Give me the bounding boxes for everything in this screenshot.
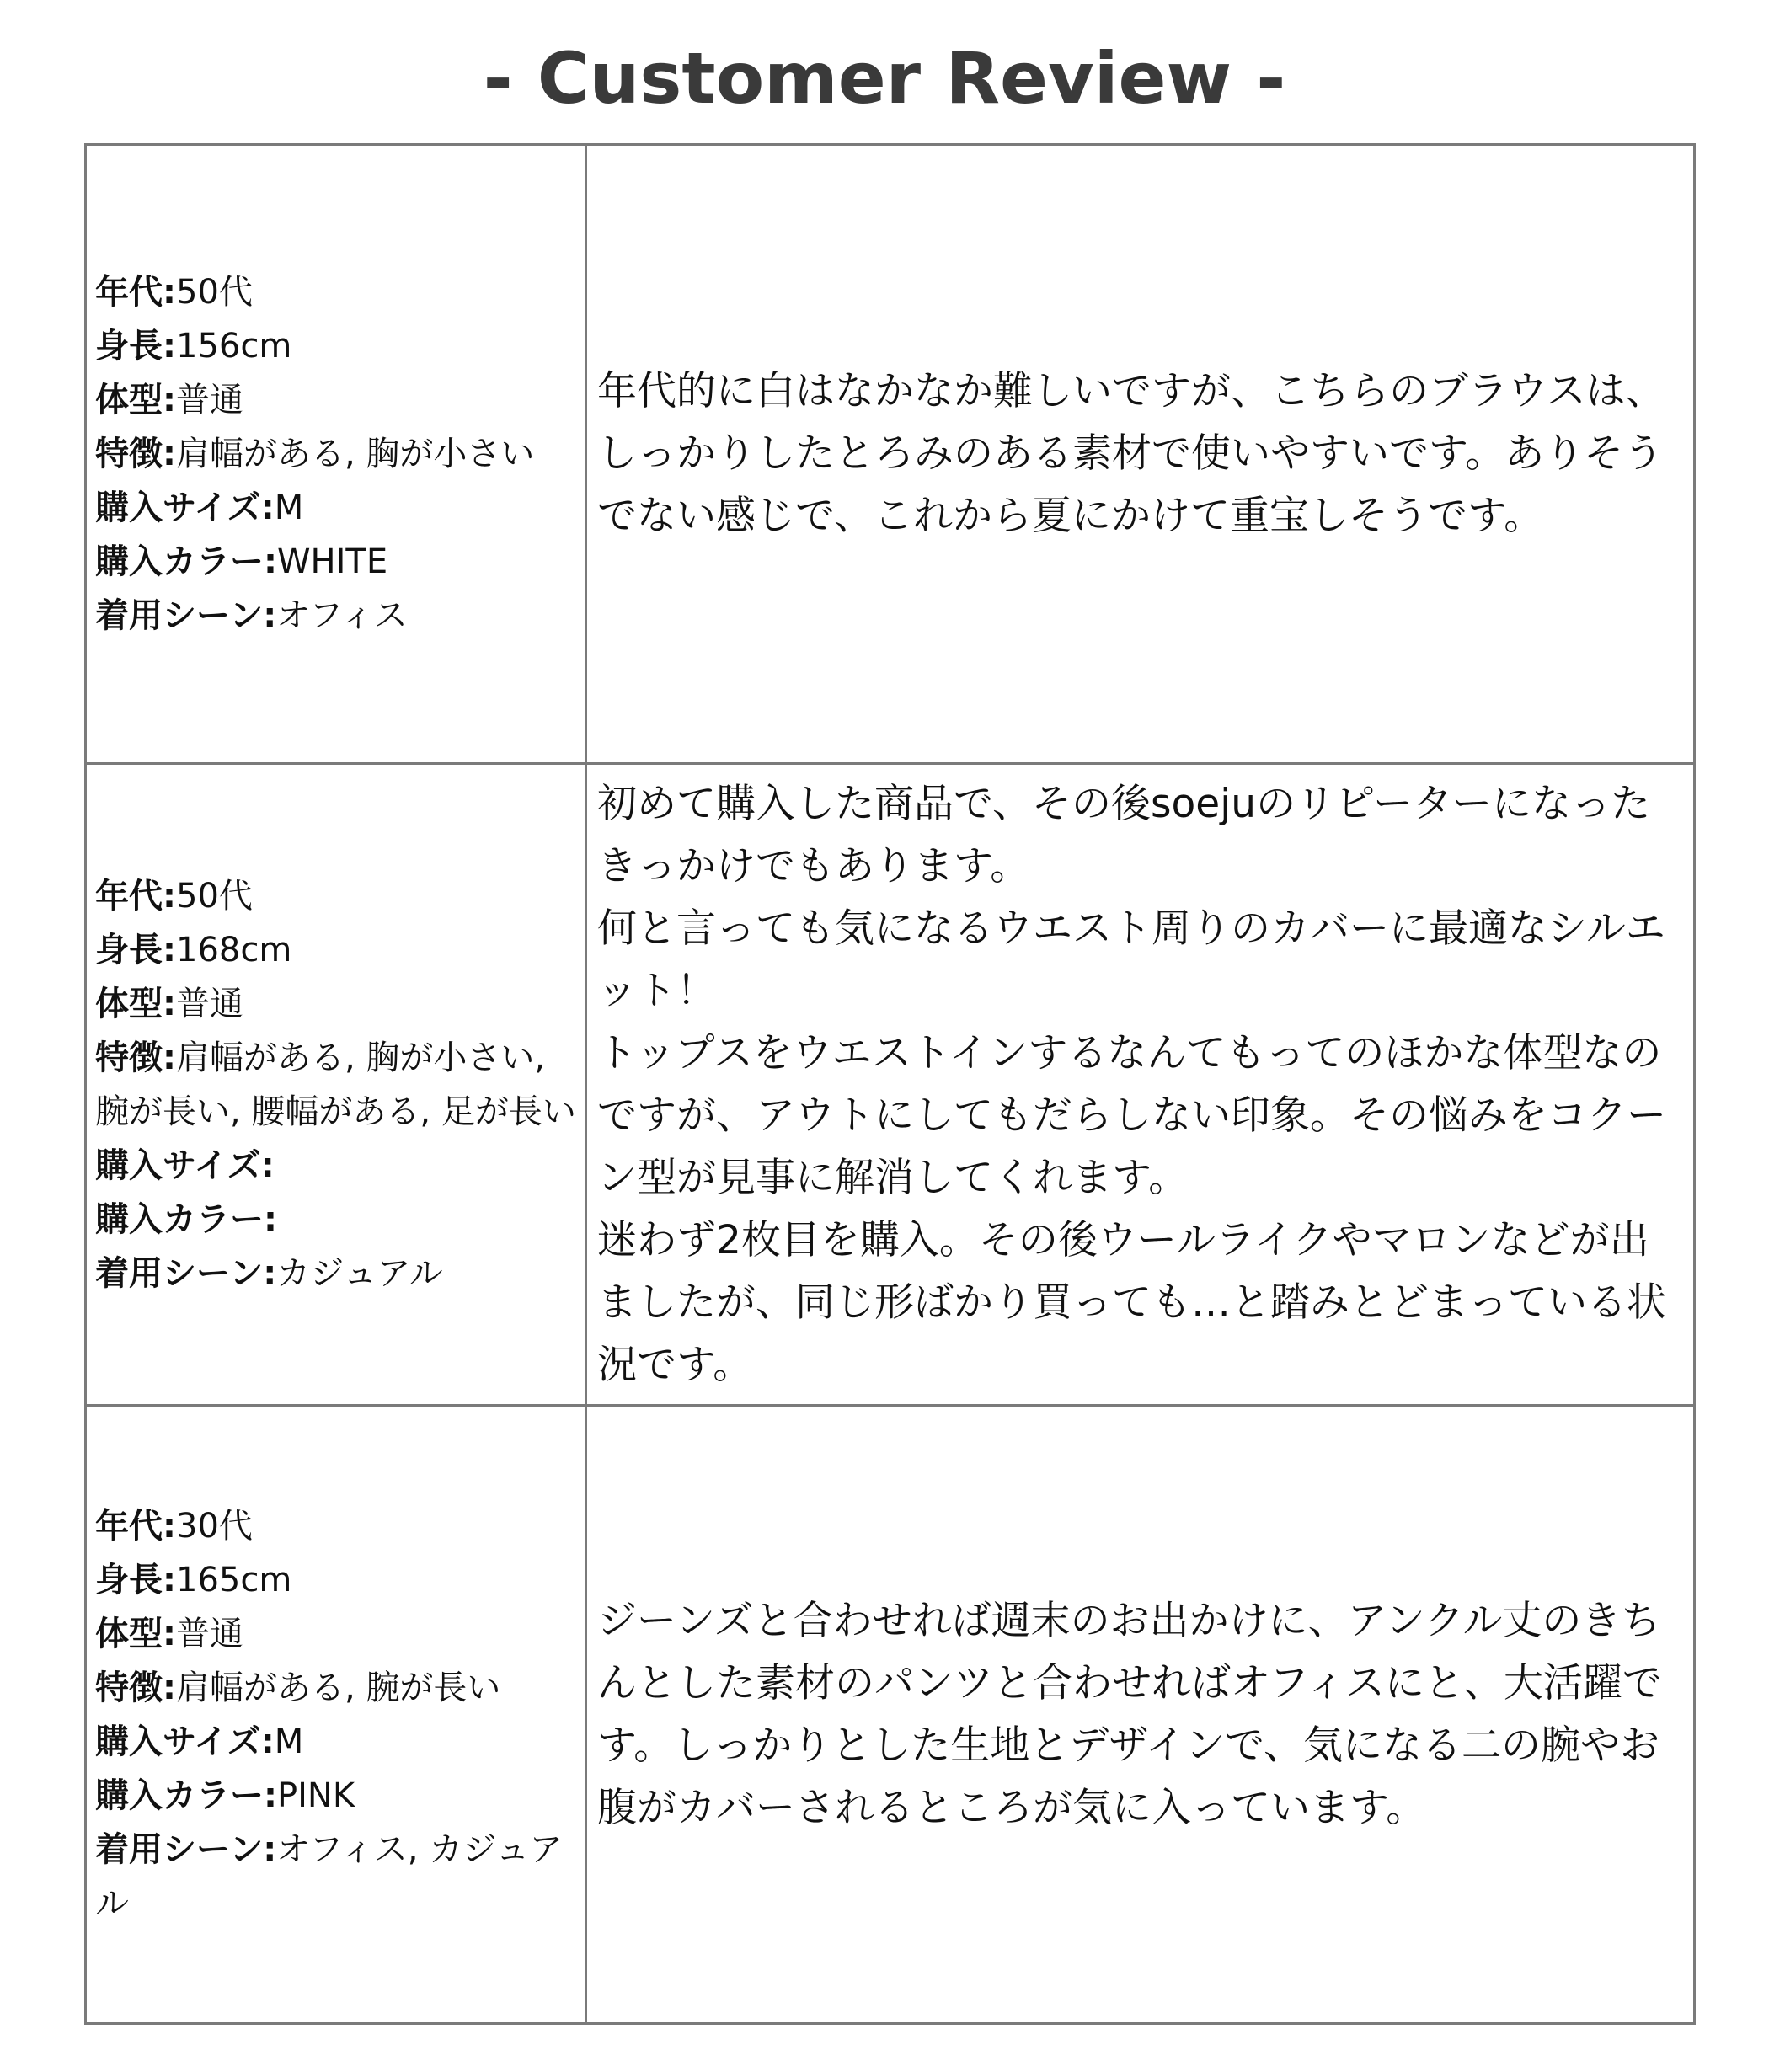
scene-label: 着用シーン:	[95, 1829, 277, 1869]
size-label: 購入サイズ:	[95, 489, 275, 527]
page-title: - Customer Review -	[483, 37, 1286, 120]
scene-attribute	[95, 1247, 576, 1300]
body-type-value: 普通	[176, 984, 243, 1023]
scene-label: 着用シーン:	[95, 596, 277, 635]
body-type-attribute	[95, 977, 576, 1031]
reviewer-profile	[86, 1406, 586, 2024]
review-table	[84, 143, 1696, 2025]
review-comment: 初めて購入した商品で、その後soejuのリピーターになったきっかけでもあります。 何と言っても気になるウエスト周りのカバーに最適なシルエット！ トップスをウエストインするなんてもってのほかな体型なのですが、アウトにしてもだらしない印象。その悩みをコクーン型が見事に解消してくれます。 迷わず2枚目を購入。その後ウールライクやマロンなどが出ましたが、同じ形ばかり買っても…と踏みとどまっている状況です。	[597, 780, 1666, 1388]
size-value: M	[274, 489, 304, 527]
size-attribute	[95, 481, 576, 535]
age-value: 50代	[176, 273, 253, 312]
features-label: 特徴:	[95, 1038, 176, 1077]
height-label: 身長:	[95, 930, 176, 969]
features-value: 肩幅がある, 胸が小さい, 腕が長い, 腰幅がある, 足が長い	[95, 1038, 576, 1131]
scene-attribute	[95, 1823, 576, 1930]
features-label: 特徴:	[95, 1668, 176, 1707]
color-value: WHITE	[277, 542, 388, 581]
scene-value: オフィス, カジュアル	[95, 1829, 564, 1923]
age-label: 年代:	[95, 876, 176, 916]
review-comment-cell	[586, 145, 1695, 764]
review-row	[86, 145, 1695, 764]
scene-value: カジュアル	[276, 1253, 443, 1293]
body-type-value: 普通	[176, 381, 243, 419]
height-attribute	[95, 319, 576, 373]
size-attribute	[95, 1715, 576, 1769]
features-attribute	[95, 1031, 576, 1139]
body-type-label: 体型:	[95, 1614, 176, 1653]
features-attribute	[95, 1661, 576, 1715]
review-comment-cell	[586, 1406, 1695, 2024]
body-type-attribute	[95, 373, 576, 427]
height-value: 156cm	[176, 327, 292, 366]
scene-label: 着用シーン:	[95, 1253, 277, 1293]
body-type-label: 体型:	[95, 984, 176, 1023]
age-value: 50代	[176, 876, 253, 916]
height-value: 165cm	[176, 1560, 292, 1599]
review-comment-cell	[586, 764, 1695, 1406]
age-label: 年代:	[95, 1506, 176, 1546]
height-label: 身長:	[95, 327, 176, 366]
color-label: 購入カラー:	[95, 1776, 277, 1815]
scene-value: オフィス	[276, 596, 408, 635]
reviewer-profile	[86, 764, 586, 1406]
color-value: PINK	[277, 1776, 355, 1815]
features-attribute	[95, 427, 576, 481]
age-attribute	[95, 265, 576, 319]
age-label: 年代:	[95, 273, 176, 312]
height-value: 168cm	[176, 930, 292, 969]
age-value: 30代	[176, 1506, 253, 1546]
features-value: 肩幅がある, 腕が長い	[176, 1668, 501, 1707]
review-comment: ジーンズと合わせれば週末のお出かけに、アンクル丈のきちんとした素材のパンツと合わせればオフィスにと、大活躍です。しっかりとした生地とデザインで、気になる二の腕やお腹がカバーされるところが気に入っています。	[597, 1597, 1662, 1831]
reviewer-profile	[86, 145, 586, 764]
age-attribute	[95, 1499, 576, 1553]
review-row	[86, 764, 1695, 1406]
color-label: 購入カラー:	[95, 542, 277, 581]
review-row	[86, 1406, 1695, 2024]
features-label: 特徴:	[95, 435, 176, 473]
height-attribute	[95, 923, 576, 977]
size-label: 購入サイズ:	[95, 1145, 275, 1185]
body-type-value: 普通	[176, 1614, 243, 1653]
body-type-attribute	[95, 1607, 576, 1661]
size-value: M	[274, 1722, 304, 1761]
color-attribute	[95, 1193, 576, 1247]
review-comment: 年代的に白はなかなか難しいですが、こちらのブラウスは、しっかりしたとろみのある素材で使いやすいです。ありそうでない感じで、これから夏にかけて重宝しそうです。	[597, 368, 1665, 539]
size-attribute	[95, 1139, 576, 1193]
height-label: 身長:	[95, 1560, 176, 1599]
size-label: 購入サイズ:	[95, 1722, 275, 1761]
body-type-label: 体型:	[95, 381, 176, 419]
age-attribute	[95, 869, 576, 923]
color-attribute	[95, 535, 576, 589]
height-attribute	[95, 1553, 576, 1607]
features-value: 肩幅がある, 胸が小さい	[176, 435, 535, 473]
scene-attribute	[95, 589, 576, 643]
color-label: 購入カラー:	[95, 1199, 277, 1239]
color-attribute	[95, 1769, 576, 1823]
